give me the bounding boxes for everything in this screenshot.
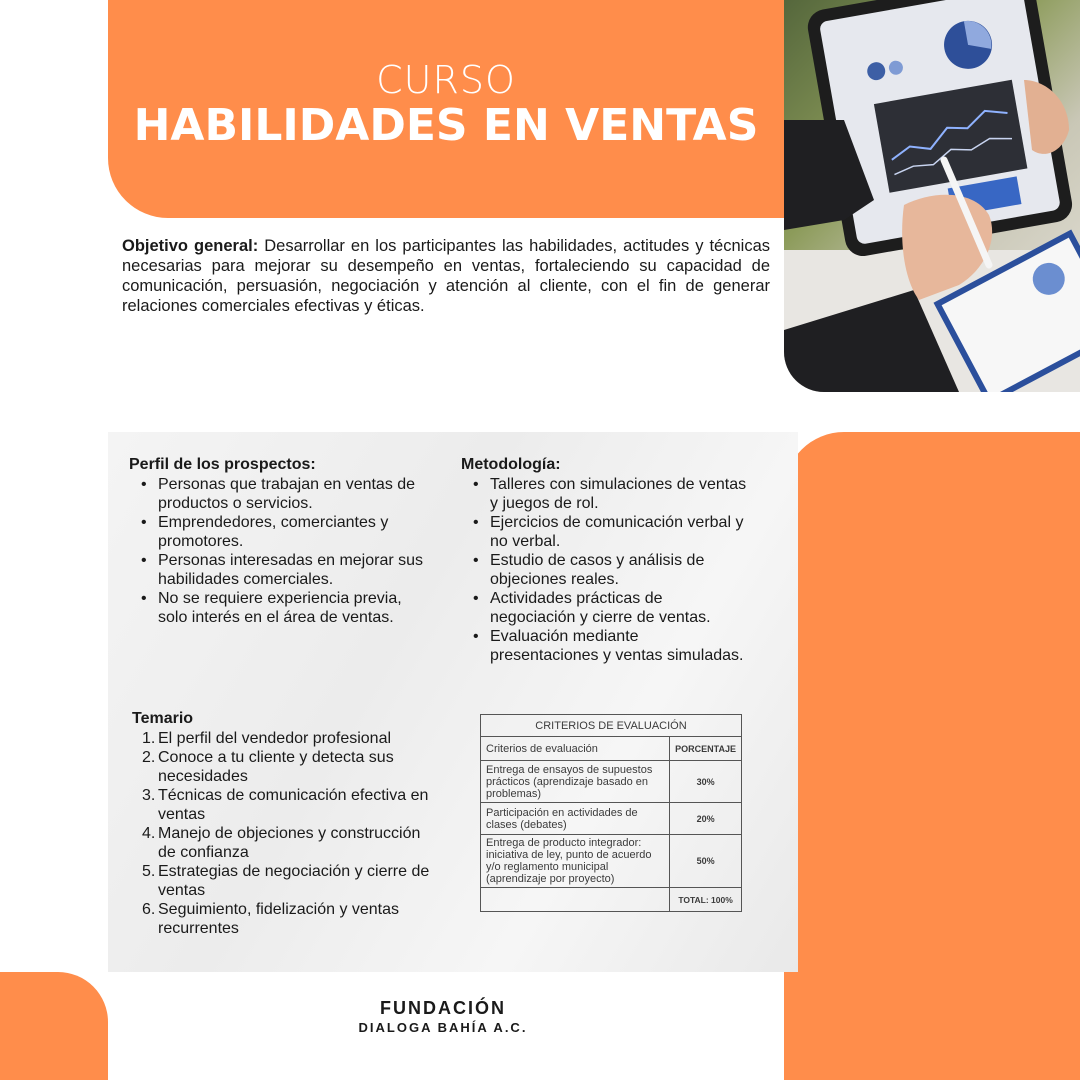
table-total-row	[481, 888, 742, 912]
list-item: • No se requiere experiencia previa, solo interés en el área de ventas.	[129, 589, 429, 627]
list-item	[132, 786, 432, 824]
column-header-criteria: Criterios de evaluación	[481, 737, 670, 761]
table-header-row	[481, 737, 742, 761]
list-item: • Evaluación mediante presentaciones y ventas simuladas.	[461, 627, 751, 665]
objective-paragraph	[122, 236, 770, 316]
tablet-photo	[784, 0, 1080, 392]
table-row	[481, 835, 742, 888]
course-title: HABILIDADES EN VENTAS	[133, 100, 759, 151]
list-item: • Ejercicios de comunicación verbal y no verbal.	[461, 513, 751, 551]
empty-cell	[481, 888, 670, 912]
item-number: 3.	[142, 787, 156, 804]
item-text: Estrategias de negociación y cierre de ventas	[158, 863, 430, 899]
item-text: Conoce a tu cliente y detecta sus necesidades	[158, 749, 394, 785]
objective-text: Desarrollar en los participantes las habilidades, actitudes y técnicas necesarias para mejorar su desempeño en ventas, fortaleciendo su capacidad de comunicación, persuasión, negociación y atención al cliente, con el fin de generar relaciones comerciales efectivas y éticas.	[122, 237, 770, 315]
percentage-cell: 30%	[670, 761, 742, 803]
percentage-cell: 50%	[670, 835, 742, 888]
criterion-cell: Entrega de ensayos de supuestos prácticos (aprendizaje basado en problemas)	[481, 761, 670, 803]
table-caption: CRITERIOS DE EVALUACIÓN	[481, 715, 742, 737]
methodology-title: Metodología:	[461, 456, 561, 473]
profile-title: Perfil de los prospectos:	[129, 456, 316, 473]
list-item: • Personas interesadas en mejorar sus habilidades comerciales.	[129, 551, 429, 589]
list-item	[132, 824, 432, 862]
item-number: 1.	[142, 730, 156, 747]
item-number: 4.	[142, 825, 156, 842]
table-row	[481, 761, 742, 803]
table-caption-row	[481, 715, 742, 737]
item-text: Técnicas de comunicación efectiva en ventas	[158, 787, 429, 823]
item-number: 2.	[142, 749, 156, 766]
objective-label: Objetivo general:	[122, 237, 259, 255]
list-item: • Estudio de casos y análisis de objeciones reales.	[461, 551, 751, 589]
total-cell: TOTAL: 100%	[670, 888, 742, 912]
syllabus-title: Temario	[132, 710, 194, 727]
profile-list	[129, 475, 429, 627]
list-item	[132, 729, 432, 748]
accent-band-right	[784, 432, 1080, 1080]
methodology-list	[461, 475, 751, 665]
accent-corner-bottom-left	[0, 972, 108, 1080]
footer-org-line2: DIALOGA BAHÍA A.C.	[358, 1020, 528, 1035]
evaluation-table	[480, 714, 742, 912]
footer-org-line1: FUNDACIÓN	[380, 998, 506, 1018]
list-item: • Actividades prácticas de negociación y cierre de ventas.	[461, 589, 751, 627]
list-item: • Emprendedores, comerciantes y promotores.	[129, 513, 429, 551]
item-text: Manejo de objeciones y construcción de confianza	[158, 825, 421, 861]
item-number: 5.	[142, 863, 156, 880]
criterion-cell: Participación en actividades de clases (debates)	[481, 803, 670, 835]
item-text: El perfil del vendedor profesional	[158, 730, 392, 747]
item-number: 6.	[142, 901, 156, 918]
percentage-cell: 20%	[670, 803, 742, 835]
list-item: • Personas que trabajan en ventas de productos o servicios.	[129, 475, 429, 513]
criterion-cell: Entrega de producto integrador: iniciativa de ley, punto de acuerdo y/o reglamento municipal (aprendizaje por proyecto)	[481, 835, 670, 888]
course-kicker: CURSO	[376, 58, 516, 102]
item-text: Seguimiento, fidelización y ventas recurrentes	[158, 901, 400, 937]
table-row	[481, 803, 742, 835]
column-header-percentage: PORCENTAJE	[670, 737, 742, 761]
list-item	[132, 748, 432, 786]
list-item: • Talleres con simulaciones de ventas y juegos de rol.	[461, 475, 751, 513]
list-item	[132, 900, 432, 938]
syllabus-list	[132, 729, 432, 938]
list-item	[132, 862, 432, 900]
